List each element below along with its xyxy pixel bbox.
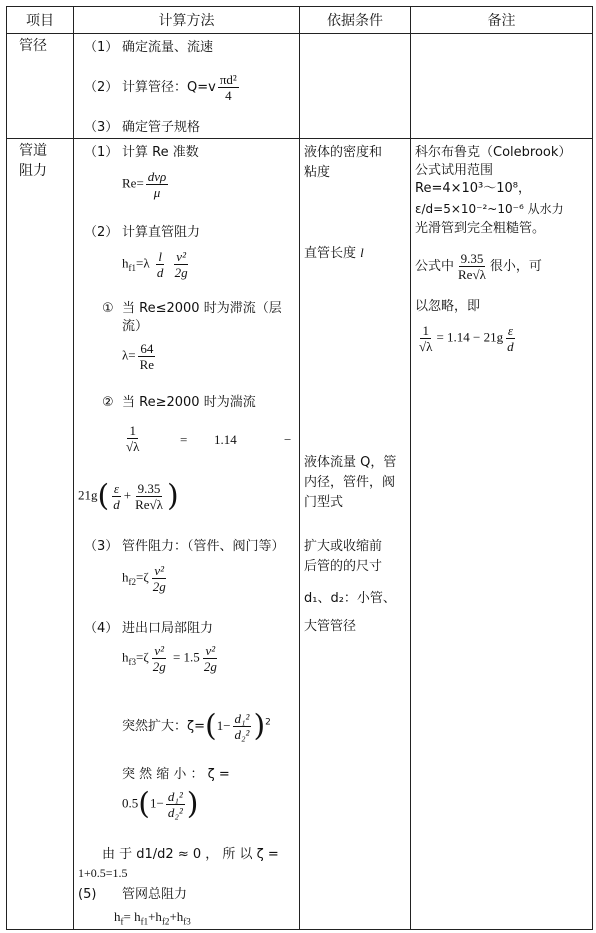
step-number: （3） xyxy=(84,539,119,554)
expansion-formula: 突然扩大：ζ=(1− $\frac{\text{d₁²}}{\text{d₂²}}$ )$^2$ xyxy=(122,708,271,744)
local-resistance-formula: $h_{f3}=\zeta$ $\frac{\text{v²}}{2g}$ = 1.5 $\frac{\text{v²}}{2g}$ xyxy=(122,643,217,674)
conclusion-text: 1+0.5=1.5 xyxy=(78,866,128,880)
step-number: （1） xyxy=(84,145,119,160)
table-row-diameter xyxy=(7,34,593,139)
case-number: ① xyxy=(102,301,114,316)
laminar-formula: λ= $\frac{64}{Re}$ xyxy=(122,341,155,372)
step-number: （2） xyxy=(84,225,119,240)
condition-text: 扩大或收缩前 xyxy=(304,539,383,554)
row-item-label: 阻力 xyxy=(19,163,47,179)
step-number: (5) xyxy=(78,887,97,902)
header-conditions: 依据条件 xyxy=(300,7,411,34)
step-text: 确定流量、流速 xyxy=(122,40,214,55)
note-text: Re=4×10³～10⁸， xyxy=(415,181,532,196)
condition-text: 内径，管件，阀 xyxy=(304,475,396,490)
step-text: 进出口局部阻力 xyxy=(122,621,214,636)
row-item-label: 管道 xyxy=(19,143,47,159)
header-item: 项目 xyxy=(7,7,74,34)
condition-text: 后管的的尺寸 xyxy=(304,559,383,574)
header-method: 计算方法 xyxy=(74,7,300,34)
condition-text: 液体流量 Q，管 xyxy=(304,455,397,470)
note-formula: 公式中 $\frac{9.35}{Re√\lambda}$ 很小，可 xyxy=(415,251,542,282)
condition-text: 液体的密度和 xyxy=(304,145,383,160)
step-number: （3） xyxy=(84,120,119,135)
step-text: 确定管子规格 xyxy=(122,120,201,135)
case-number: ② xyxy=(102,395,114,410)
calculation-table xyxy=(6,6,593,930)
colebrook-minus: − xyxy=(284,432,292,447)
fitting-formula: $h_{f2}=\zeta$ $\frac{\text{v²}}{2g}$ xyxy=(122,563,166,594)
colebrook-fraction: $\frac{1}{√\lambda}$ xyxy=(126,423,140,454)
reynolds-formula: Re= $\frac{\text{dvρ}}{\mu}$ xyxy=(122,169,167,200)
pipe-diameter-formula: 计算管径：Q=v $\frac{\text{πd²}}{4}$ xyxy=(122,72,237,103)
step-text: 管件阻力：（管件、阀门等） xyxy=(122,539,285,554)
case-text: 当 Re≥2000 时为湍流 xyxy=(122,395,256,410)
note-text: 科尔布鲁克（Colebrook） xyxy=(415,145,572,160)
header-row xyxy=(7,7,593,34)
step-number: （2） xyxy=(84,80,119,95)
colebrook-constant: 1.14 xyxy=(214,432,237,447)
contraction-formula: 0.5(1− $\frac{\text{d₁²}}{\text{d₂²}}$ ) xyxy=(122,786,199,822)
colebrook-equals: = xyxy=(180,432,188,447)
contraction-label: 突 然 缩 小 ： ζ = xyxy=(122,767,230,782)
note-text: 光滑管到完全粗糙管。 xyxy=(415,221,546,236)
condition-text: 门型式 xyxy=(304,495,344,510)
case-text: 当 Re≤2000 时为滞流（层 xyxy=(122,301,282,316)
header-notes: 备注 xyxy=(411,7,593,34)
note-text: 以忽略，即 xyxy=(415,299,481,314)
condition-text: d₁、d₂：小管、 xyxy=(304,591,396,606)
step-number: （4） xyxy=(84,621,119,636)
colebrook-log-term: 21g( $\frac{\varepsilon}{d}$ + $\frac{9.35}{Re√\lambda}$ ) xyxy=(78,478,179,514)
condition-text: 大管管径 xyxy=(304,619,357,634)
case-text: 流） xyxy=(122,319,149,334)
note-text: 公式试用范围 xyxy=(415,163,494,178)
straight-pipe-formula: $h_{f1}=\lambda$ $\frac{l}{d}$ $\frac{\text{v²}}{2g}$ xyxy=(122,249,188,280)
row-item-label: 管径 xyxy=(19,38,47,54)
condition-text: 直管长度 l xyxy=(304,245,364,261)
step-text: 管网总阻力 xyxy=(122,887,188,902)
table-row-resistance xyxy=(7,139,593,930)
step-number: （1） xyxy=(84,40,119,55)
note-text: ε/d=5×10⁻²~10⁻⁶ 从水力 xyxy=(415,202,564,216)
step-text: 计算直管阻力 xyxy=(122,225,201,240)
conclusion-text: 由 于 d1/d2 ≈ 0 ， 所 以 ζ = xyxy=(102,847,279,862)
condition-text: 粘度 xyxy=(304,165,331,180)
note-colebrook-simplified: $\frac{1}{√\lambda}$ = 1.14 − 21g $\frac{\varepsilon}{d}$ xyxy=(419,323,514,354)
step-text: 计算 Re 准数 xyxy=(122,145,199,160)
total-resistance-formula: $h_f= h_{f1}+h_{f2}+h_{f3}$ xyxy=(114,909,191,927)
